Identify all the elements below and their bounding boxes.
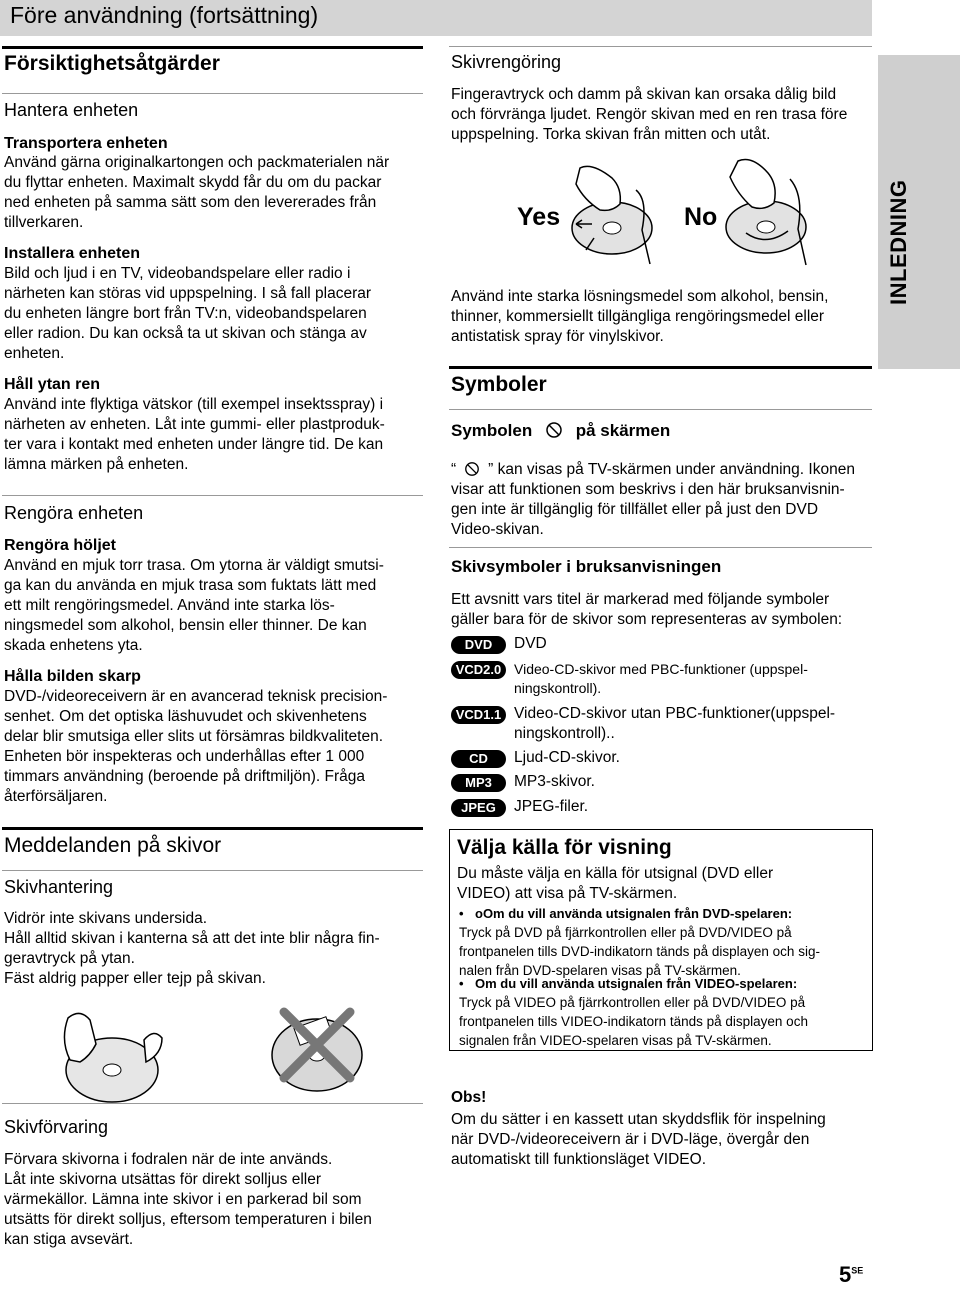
badge-mp3: MP3	[451, 774, 506, 792]
subsection-title-cleaning: Rengöra enheten	[4, 503, 144, 523]
disc-type-text	[514, 704, 835, 744]
heading-transport: Transportera enheten	[4, 135, 168, 152]
bullet1-text	[459, 923, 820, 980]
heading-disc-symbols: Skivsymboler i bruksanvisningen	[451, 557, 722, 576]
divider	[449, 547, 872, 548]
box-title: Välja källa för visning	[457, 836, 672, 859]
wipe-circular-illustration	[718, 155, 818, 270]
divider	[449, 409, 872, 410]
section-side-tab	[878, 55, 960, 369]
disc-type-text	[514, 660, 808, 698]
text-line: thinner, kommersiellt tillgängliga rengöringsmedel eller	[451, 308, 825, 325]
paragraph-sharp-picture	[4, 687, 387, 807]
divider	[449, 46, 872, 47]
text-line: timmars användning (beroende på driftmiljön). Fråga	[4, 768, 365, 785]
quote-text: ” kan visas på TV-skärmen under användning. Ikonen	[488, 461, 855, 478]
text-line: lämna märken på enheten.	[4, 456, 189, 473]
text-line: automatiskt till funktionsläget VIDEO.	[451, 1151, 707, 1168]
side-tab-label: INLEDNING	[886, 179, 911, 305]
disc-type-text: JPEG-filer.	[514, 798, 589, 815]
page-number-value: 5	[839, 1262, 852, 1287]
text-line: Fingeravtryck och damm på skivan kan orsaka dålig bild	[451, 86, 837, 103]
no-label: No	[684, 203, 718, 231]
text-line: ter vara i kontakt med enheten under längre tid. De kan	[4, 436, 384, 453]
text-line: närheten av enheten. Låt inte gummi- eller plastproduk-	[4, 416, 385, 433]
divider	[2, 93, 423, 94]
section-title-disc-notes: Meddelanden på skivor	[4, 834, 222, 857]
text-line: gäller bara för de skivor som representeras av symbolen:	[451, 611, 843, 628]
subsection-title-handling: Hantera enheten	[4, 100, 139, 120]
note-text	[451, 1110, 826, 1170]
subsection-title-disc-handling: Skivhantering	[4, 877, 114, 897]
text-line: kan stiga avsevärt.	[4, 1231, 134, 1248]
note-title: Obs!	[451, 1089, 487, 1106]
text-line: senhet. Om det optiska läshuvudet och skivenhetens	[4, 708, 367, 725]
text-line: Vidrör inte skivans undersida.	[4, 910, 208, 927]
box-intro	[457, 864, 773, 904]
section-title-symbols: Symboler	[451, 373, 547, 396]
page-number-suffix: SE	[851, 1265, 864, 1276]
text-line: när DVD-/videoreceivern är i DVD-läge, övergår den	[451, 1131, 810, 1148]
heading-symbol-on-screen	[451, 421, 670, 441]
text-line: delar blir smutsiga eller slits ut försämras bildkvaliteten.	[4, 728, 384, 745]
text-line: geravtryck på ytan.	[4, 950, 135, 967]
text-line: Enheten bör inspekteras och underhållas efter 1 000	[4, 748, 365, 765]
heading-cabinet: Rengöra höljet	[4, 537, 117, 554]
text-line: Förvara skivorna i fodralen när de inte används.	[4, 1151, 333, 1168]
text-line: Använd inte flyktiga vätskor (till exempel insektsspray) i	[4, 396, 384, 413]
text-line: DVD-/videoreceivern är en avancerad teknisk precision-	[4, 688, 388, 705]
paragraph-keep-clean	[4, 395, 385, 475]
divider	[2, 870, 423, 871]
text-line: Video-CD-skivor utan PBC-funktioner(uppspel-	[514, 705, 836, 722]
text-line: frontpanelen tills VIDEO-indikatorn tänds på displayen och	[459, 1014, 808, 1029]
bullet-mark: •	[459, 976, 464, 991]
text-line: Video-skivan.	[451, 521, 544, 538]
badge-dvd: DVD	[451, 636, 506, 654]
text-line: Tryck på VIDEO på fjärrkontrollen eller på DVD/VIDEO på	[459, 995, 806, 1010]
page-number	[839, 1262, 863, 1288]
bullet2-text	[459, 993, 808, 1050]
text-line: Ett avsnitt vars titel är markerad med följande symboler	[451, 591, 830, 608]
text-line: närheten kan störas vid uppspelning. I så fall placerar	[4, 285, 372, 302]
select-source-box	[449, 829, 873, 1051]
page-header-title: Före användning (fortsättning)	[10, 2, 319, 28]
text-line: gen inte är tillgänglig för tillfället eller på just den DVD	[451, 501, 819, 518]
heading-text: Symbolen	[451, 421, 533, 440]
text-line: du flyttar enheten. Maximalt skydd får du om du packar	[4, 174, 382, 191]
text-line: värmekällor. Lämna inte skivor i en parkerad bil som	[4, 1191, 362, 1208]
subsection-title-disc-storage: Skivförvaring	[4, 1117, 109, 1137]
text-line: Bild och ljud i en TV, videobandspelare eller radio i	[4, 265, 351, 282]
text-line: Använd en mjuk torr trasa. Om ytorna är väldigt smutsi-	[4, 557, 384, 574]
text-line	[451, 460, 855, 480]
text-line: enheten.	[4, 345, 65, 362]
text-line: du enheten längre bort från TV:n, videobandspelaren	[4, 305, 367, 322]
heading-keep-clean: Håll ytan ren	[4, 376, 101, 393]
disc-type-text: DVD	[514, 635, 547, 652]
text-line: Fäst aldrig papper eller tejp på skivan.	[4, 970, 266, 987]
paragraph-solvents	[451, 287, 828, 347]
text-line: tillverkaren.	[4, 214, 84, 231]
header-band	[0, 0, 872, 36]
paragraph-disc-handling	[4, 909, 380, 989]
bullet-mark: •	[459, 906, 464, 921]
prohibited-icon	[545, 421, 563, 439]
heading-install: Installera enheten	[4, 245, 141, 262]
text-line: signalen från VIDEO-spelaren visas på TV-skärmen.	[459, 1033, 772, 1048]
paragraph-disc-symbols	[451, 590, 842, 630]
disc-type-text: MP3-skivor.	[514, 773, 595, 790]
section-rule	[2, 46, 423, 49]
text-line: ningskontroll)..	[514, 725, 615, 742]
subsection-title-disc-cleaning: Skivrengöring	[451, 52, 562, 72]
disc-type-text: Ljud-CD-skivor.	[514, 749, 620, 766]
text-line: ningskontroll).	[514, 680, 602, 696]
badge-jpeg: JPEG	[451, 799, 506, 817]
text-line: nalen från DVD-spelaren visas på TV-skärmen.	[459, 963, 741, 978]
text-line: Om du sätter i en kassett utan skyddsflik för inspelning	[451, 1111, 826, 1128]
badge-cd: CD	[451, 750, 506, 768]
text-line: ningsmedel som alkohol, bensin eller thinner. De kan	[4, 617, 367, 634]
text-line: skada enhetens yta.	[4, 637, 143, 654]
text-line: eller radion. Du kan också ta ut skivan och stänga av	[4, 325, 367, 342]
divider	[2, 1103, 423, 1104]
bullet2-title: Om du vill använda utsignalen från VIDEO-spelaren:	[475, 976, 798, 991]
text-line: utsätts för direkt solljus, eftersom temperaturen i bilen	[4, 1211, 372, 1228]
paragraph-disc-storage	[4, 1150, 372, 1250]
text-line: uppspelning. Torka skivan från mitten och utåt.	[451, 126, 771, 143]
text-line: Låt inte skivorna utsättas för direkt solljus eller	[4, 1171, 322, 1188]
text-line: Tryck på DVD på fjärrkontrollen eller på DVD/VIDEO på	[459, 925, 792, 940]
bullet1-title: oOm du vill använda utsignalen från DVD-spelaren:	[475, 906, 793, 921]
divider	[2, 495, 423, 496]
text-line: ga kan du använda en mjuk trasa som fuktats lätt med	[4, 577, 377, 594]
text-line: ned enheten på samma sätt som den levererades från	[4, 194, 377, 211]
text-line: ett milt rengöringsmedel. Använd inte starka lös-	[4, 597, 335, 614]
section-title-precautions: Försiktighetsåtgärder	[4, 52, 220, 75]
wipe-radially-illustration	[562, 160, 662, 270]
paragraph-transport	[4, 153, 389, 233]
text-line: frontpanelen tills DVD-indikatorn tänds på displayen och sig-	[459, 944, 820, 959]
badge-vcd20: VCD2.0	[451, 661, 506, 679]
paragraph-disc-cleaning	[451, 85, 847, 145]
heading-text: på skärmen	[575, 421, 671, 440]
text-line: antistatisk spray för vinylskivor.	[451, 328, 664, 345]
text-line: visar att funktionen som beskrivs i den här bruksanvisnin-	[451, 481, 845, 498]
text-line: Håll alltid skivan i kanterna så att det inte blir några fin-	[4, 930, 380, 947]
text-line: Använd gärna originalkartongen och packmaterialen när	[4, 154, 390, 171]
disc-held-by-edge-illustration	[50, 1000, 170, 1110]
section-rule	[2, 827, 423, 830]
paragraph-symbol-on-screen	[451, 460, 855, 540]
paragraph-cabinet	[4, 556, 384, 656]
paragraph-install	[4, 264, 371, 364]
text-line: Du måste välja en källa för utsignal (DVD eller	[457, 865, 774, 882]
text-line: Video-CD-skivor med PBC-funktioner (uppspel-	[514, 661, 808, 677]
badge-vcd11: VCD1.1	[451, 706, 506, 724]
text-line: Använd inte starka lösningsmedel som alkohol, bensin,	[451, 288, 829, 305]
text-line: och förvränga ljudet. Rengör skivan med en ren trasa före	[451, 106, 848, 123]
yes-label: Yes	[517, 203, 561, 231]
text-line: VIDEO) att visa på TV-skärmen.	[457, 885, 678, 902]
prohibited-icon	[464, 461, 480, 477]
disc-with-tape-crossed-illustration	[262, 1000, 372, 1100]
quote-open: “	[451, 461, 457, 478]
heading-sharp-picture: Hålla bilden skarp	[4, 668, 141, 685]
text-line: återförsäljaren.	[4, 788, 108, 805]
section-rule	[449, 366, 872, 369]
